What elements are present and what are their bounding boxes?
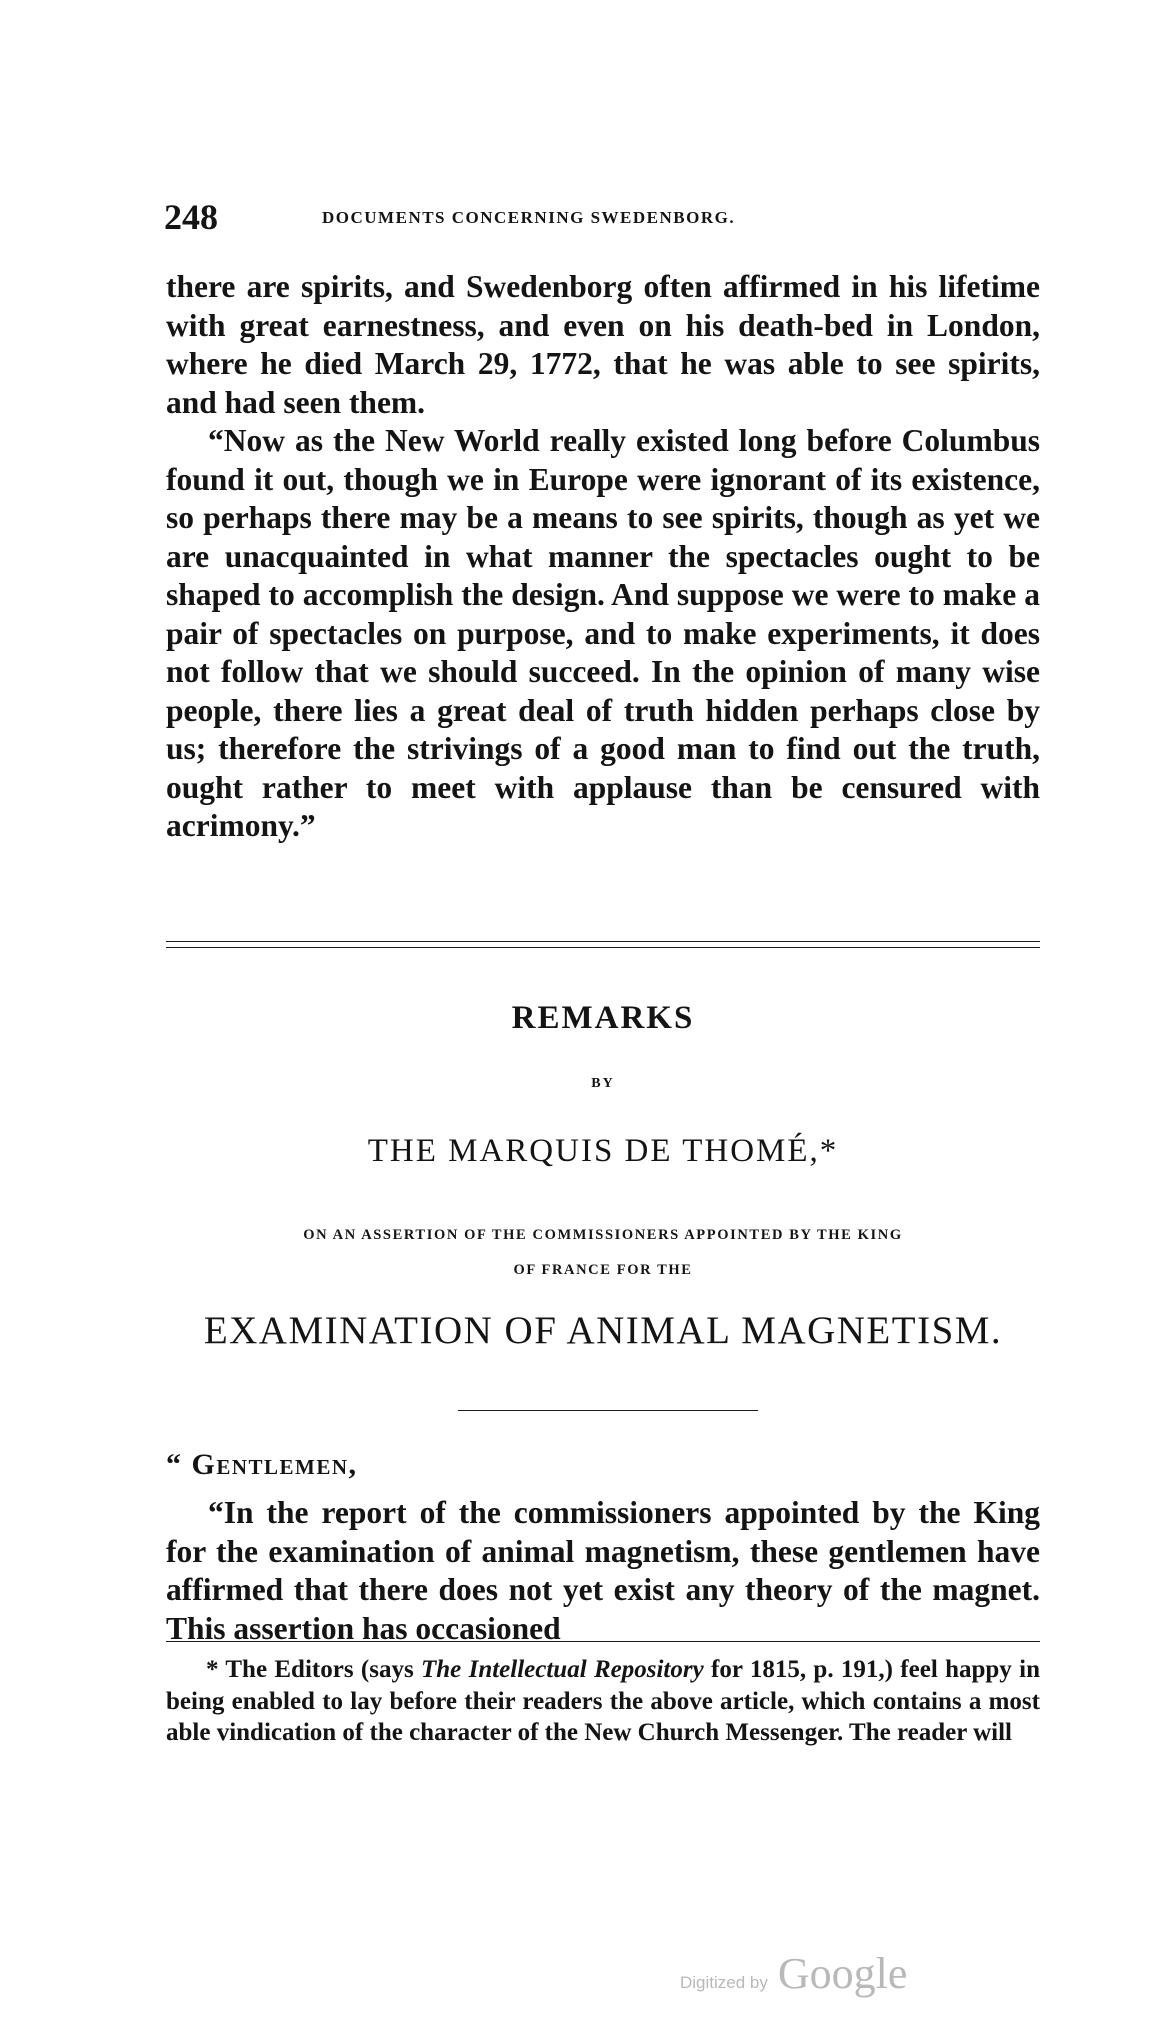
footnote-text: for 1815, p. 191,) feel happy in being enabled to lay before their readers the above article, which contains a most able vindication of the character of the New Church Messenger. The reader will [166, 1656, 1040, 1746]
letter-body [166, 1494, 1040, 1648]
digitized-watermark [680, 1948, 907, 1999]
page-header [164, 196, 1044, 240]
section-subtitle-line-2: OF FRANCE FOR THE [513, 1262, 693, 1278]
watermark-prefix: Digitized by [680, 1973, 768, 1992]
body-paragraph-2: “Now as the New World really existed long before Columbus found it out, though we in Europe were ignorant of its existence, so perhaps there may be a means to see spirits, though as yet we are unacquainted in what manner the spectacles ought to be shaped to accomplish the design. And suppose we were to make a pair of spectacles on purpose, and to make experiments, it does not follow that we should succeed. In the opinion of many wise people, there lies a great deal of truth hidden perhaps close by us; therefore the strivings of a good man to find out the truth, ought rather to meet with applause than be censured with acrimony.” [166, 423, 1040, 843]
section-author: THE MARQUIS DE THOMÉ,* [367, 1133, 839, 1169]
google-logo: Google [777, 1949, 908, 1998]
body-text [166, 268, 1040, 846]
footnote-journal: The Intellectual Repository [421, 1656, 704, 1683]
footnote-marker: * The Editors (says [206, 1656, 421, 1683]
body-paragraph-1: there are spirits, and Swedenborg often affirmed in his lifetime with great earnestness, and even on his death-bed in London, where he died March 29, 1772, that he was able to see spirits, and had seen them. [166, 269, 1040, 420]
footnote-rule [166, 1641, 1040, 1642]
section-subtitle-line-1: ON AN ASSERTION OF THE COMMISSIONERS APPOINTED BY THE KING [303, 1227, 903, 1243]
section-divider [166, 941, 1040, 948]
page-number: 248 [164, 197, 218, 237]
section-by-line: BY [591, 1076, 615, 1091]
footnote [166, 1654, 1040, 1749]
section-title: REMARKS [511, 1000, 695, 1036]
section-subtitle [166, 1218, 1040, 1288]
running-head: DOCUMENTS CONCERNING SWEDENBORG. [322, 208, 736, 227]
letter-paragraph: “In the report of the commissioners appointed by the King for the examination of animal magnetism, these gentlemen have affirmed that there does not yet exist any theory of the magnet. This assertion has occasioned [166, 1495, 1040, 1646]
section-main-title: EXAMINATION OF ANIMAL MAGNETISM. [203, 1309, 1003, 1352]
letter-salutation: “ Gentlemen, [166, 1448, 358, 1481]
title-rule [458, 1410, 758, 1411]
